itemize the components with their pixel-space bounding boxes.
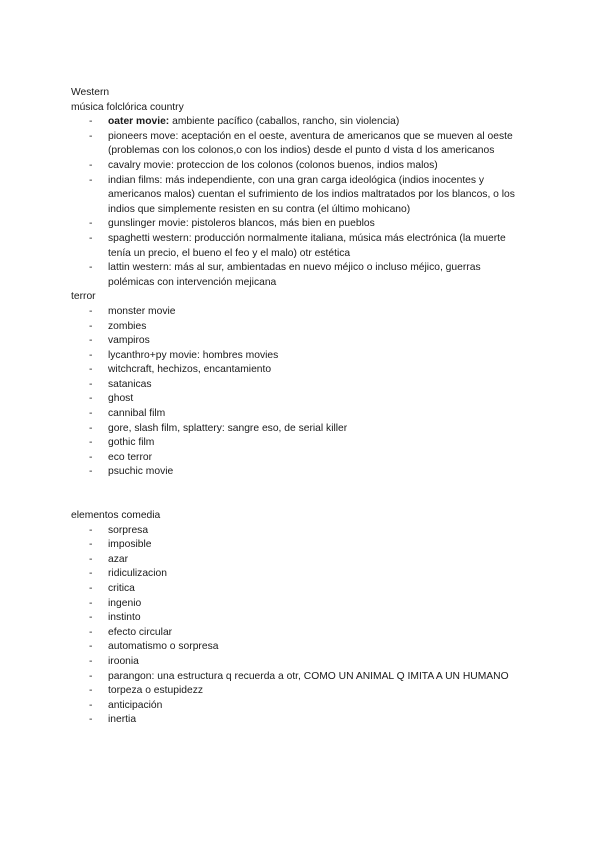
western-list [71,115,531,290]
bullet-dash: - [89,655,93,667]
bullet-dash: - [89,262,93,274]
item-text: torpeza o estupidezz [108,685,204,697]
item-text: anticipación [108,699,163,711]
blank-space [71,480,531,509]
list-item [71,553,528,568]
list-item [71,115,528,130]
document-page [71,86,531,728]
item-text: pioneers move: aceptación en el oeste, aventura de americanos que se mueven al oeste (problemas con los colonos,o con los indios) desde el punto d vista d los americanos [108,130,513,157]
list-item [71,597,528,612]
list-item [71,436,528,451]
list-item [71,261,528,290]
item-text: lycanthro+py movie: hombres movies [108,349,279,361]
list-item [71,217,528,232]
bullet-dash: - [89,130,93,142]
list-item [71,392,528,407]
bullet-dash: - [89,524,93,536]
list-item [71,538,528,553]
bullet-dash: - [89,612,93,624]
bullet-dash: - [89,364,93,376]
list-item [71,407,528,422]
list-item [71,699,528,714]
item-text: efecto circular [108,626,173,638]
item-text: ingenio [108,597,142,609]
item-text: iroonia [108,655,139,667]
bullet-dash: - [89,335,93,347]
bullet-dash: - [89,320,93,332]
list-item [71,684,528,699]
bullet-dash: - [89,174,93,186]
section-title-comedia: elementos comedia [71,510,161,522]
list-item [71,524,528,539]
list-item [71,378,528,393]
list-item [71,349,528,364]
bullet-dash: - [89,553,93,565]
list-item [71,465,528,480]
bullet-dash: - [89,437,93,449]
item-text: cavalry movie: proteccion de los colonos (colonos buenos, indios malos) [108,159,438,171]
bullet-dash: - [89,539,93,551]
bullet-dash: - [89,116,93,128]
item-text: inertia [108,714,137,726]
list-item [71,159,528,174]
bullet-dash: - [89,451,93,463]
item-text: ambiente pacífico (caballos, rancho, sin violencia) [169,116,400,128]
list-item [71,130,528,159]
list-item [71,670,528,685]
bullet-dash: - [89,583,93,594]
item-text: eco terror [108,451,153,463]
bullet-dash: - [89,568,93,580]
item-term: oater movie: [108,116,170,128]
western-subtitle: música folclórica country [71,101,184,113]
item-text: gothic film [108,437,155,449]
item-text: indian films: más independiente, con una gran carga ideológica (indios inocentes y americanos malos) cuentan el sufrimiento de los indios maltratados por los blancos, o los indios que simplemente resisten en su contra (el último mohicano) [108,174,515,215]
bullet-dash: - [89,626,93,638]
comedia-list [71,524,531,728]
item-text: psuchic movie [108,466,174,478]
list-item [71,174,528,218]
list-item [71,334,528,349]
item-text: gunslinger movie: pistoleros blancos, más bien en pueblos [108,218,375,230]
bullet-dash: - [89,466,93,478]
list-item [71,320,528,335]
bullet-dash: - [89,378,93,390]
item-text: gore, slash film, splattery: sangre eso, de serial killer [108,422,348,434]
list-item [71,640,528,655]
bullet-dash: - [89,714,93,726]
list-item [71,232,528,261]
item-text: automatismo o sorpresa [108,641,219,653]
terror-list [71,305,531,480]
bullet-dash: - [89,408,93,420]
item-text: zombies [108,320,147,332]
item-text: instinto [108,612,141,624]
item-text: critica [108,583,135,594]
list-item [71,363,528,378]
item-text: ridiculizacion [108,568,167,580]
list-item [71,305,528,320]
bullet-dash: - [89,218,93,230]
item-text: ghost [108,393,134,405]
bullet-dash: - [89,349,93,361]
item-text: lattin western: más al sur, ambientadas en nuevo méjico o incluso méjico, guerras polémicas con intervención mejicana [108,262,481,288]
list-item [71,567,528,582]
bullet-dash: - [89,685,93,697]
bullet-dash: - [89,699,93,711]
bullet-dash: - [89,597,93,609]
section-title-western: Western [71,87,110,98]
item-text: cannibal film [108,408,166,420]
list-item [71,451,528,466]
bullet-dash: - [89,305,93,317]
item-text: imposible [108,539,152,551]
item-text: sorpresa [108,524,149,536]
item-text: parangon: una estructura q recuerda a otr, COMO UN ANIMAL Q IMITA A UN HUMANO [108,670,509,682]
list-item [71,611,528,626]
item-text: satanicas [108,378,152,390]
list-item [71,713,528,728]
bullet-dash: - [89,670,93,682]
item-text: spaghetti western: producción normalmente italiana, música más electrónica (la muerte tenía un precio, el bueno el feo y el malo) otr estética [108,232,506,259]
bullet-dash: - [89,159,93,171]
item-text: witchcraft, hechizos, encantamiento [108,364,272,376]
list-item [71,626,528,641]
section-title-terror: terror [71,291,96,303]
bullet-dash: - [89,422,93,434]
item-text: vampiros [108,335,150,347]
item-text: azar [108,553,129,565]
list-item [71,655,528,670]
item-text: monster movie [108,305,176,317]
list-item [71,422,528,437]
list-item [71,582,528,597]
bullet-dash: - [89,232,93,244]
bullet-dash: - [89,393,93,405]
bullet-dash: - [89,641,93,653]
